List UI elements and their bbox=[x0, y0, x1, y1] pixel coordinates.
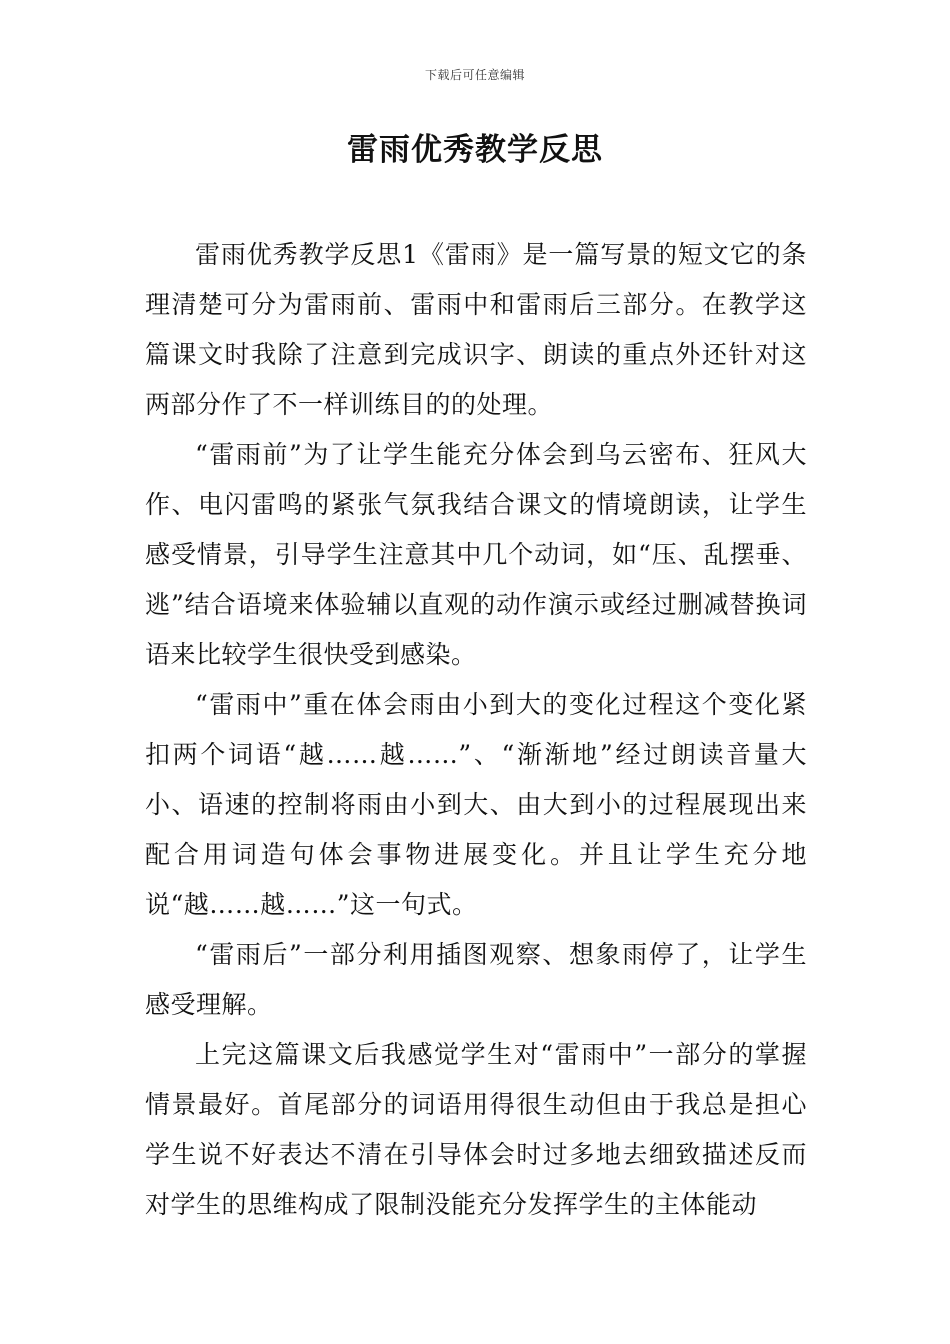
paragraph-2: “雷雨前”为了让学生能充分体会到乌云密布、狂风大作、电闪雷鸣的紧张气氛我结合课文的情境朗读，让学生感受情景，引导学生注意其中几个动词，如“压、乱摆垂、逃”结合语境来体验辅以直观的动作演示或经过删减替换词语来比较学生很快受到感染。 bbox=[145, 440, 807, 669]
paragraph-1: 雷雨优秀教学反思1《雷雨》是一篇写景的短文它的条理清楚可分为雷雨前、雷雨中和雷雨后三部分。在教学这篇课文时我除了注意到完成识字、朗读的重点外还针对这两部分作了不一样训练目的的处理。 bbox=[145, 240, 807, 419]
paragraph-4: “雷雨后”一部分利用插图观察、想象雨停了，让学生感受理解。 bbox=[145, 940, 807, 1019]
paragraph-3: “雷雨中”重在体会雨由小到大的变化过程这个变化紧扣两个词语“越……越……”、“渐渐地”经过朗读音量大小、语速的控制将雨由小到大、由大到小的过程展现出来配合用词造句体会事物进展变化。并且让学生充分地说“越……越……”这一句式。 bbox=[145, 690, 807, 919]
header-note: 下载后可任意编辑 bbox=[424, 68, 525, 82]
document-body bbox=[145, 230, 807, 1230]
paragraph-5: 上完这篇课文后我感觉学生对“雷雨中”一部分的掌握情景最好。首尾部分的词语用得很生动但由于我总是担心学生说不好表达不清在引导体会时过多地去细致描述反而对学生的思维构成了限制没能充分发挥学生的主体能动 bbox=[145, 1040, 807, 1219]
document-title: 雷雨优秀教学反思 bbox=[347, 132, 603, 168]
